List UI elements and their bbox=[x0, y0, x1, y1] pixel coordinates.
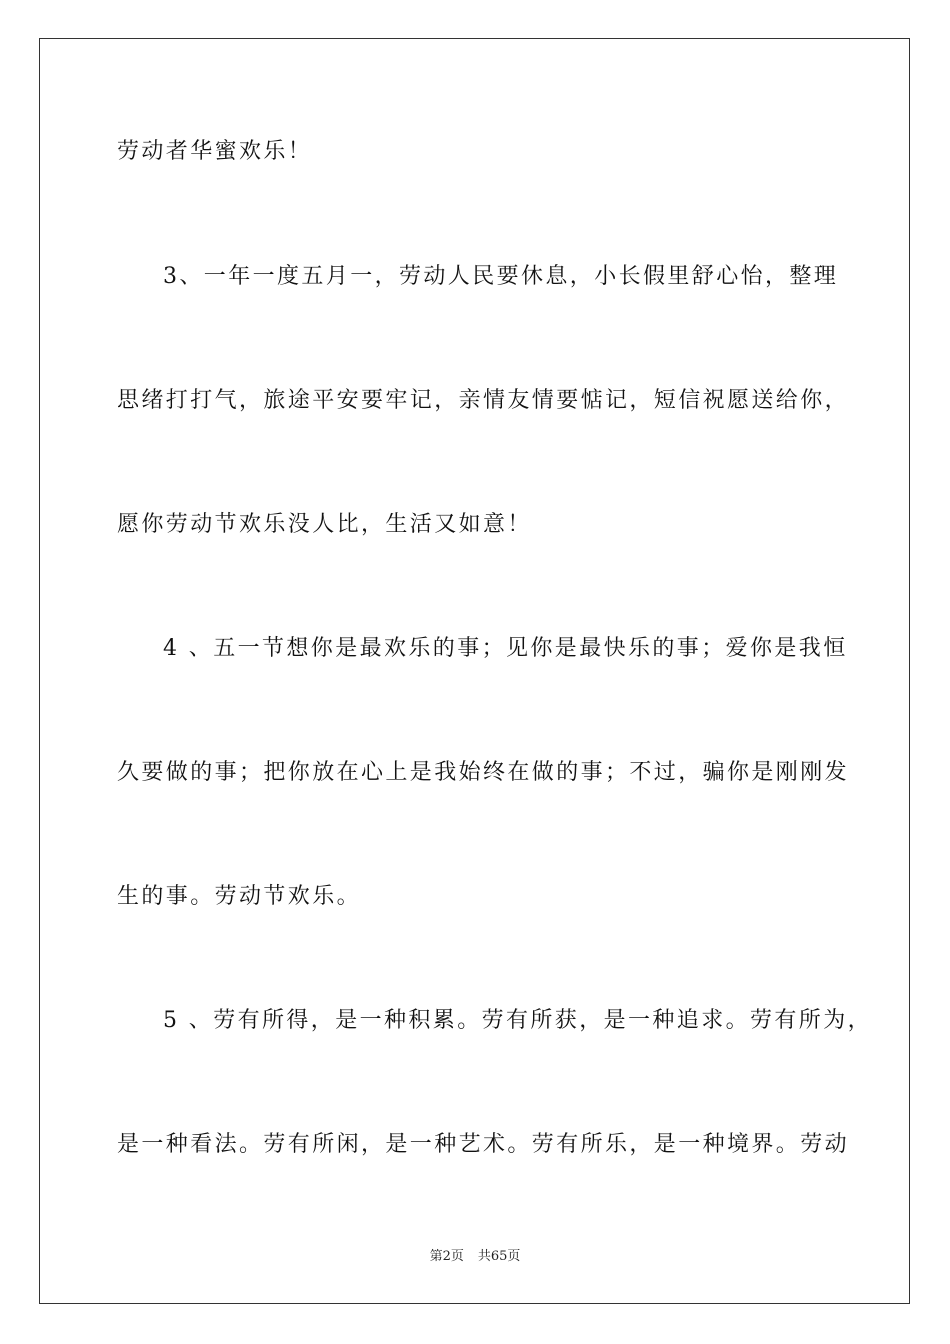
page-number: 第2页 bbox=[429, 1249, 464, 1264]
page-border bbox=[39, 38, 910, 1304]
paragraph-line-7: 生的事。劳动节欢乐。 bbox=[117, 884, 362, 909]
paragraph-line-2: 3、一年一度五月一，劳动人民要休息，小长假里舒心怡，整理 bbox=[163, 264, 839, 289]
paragraph-line-5: 4 、五一节想你是最欢乐的事；见你是最快乐的事；爱你是我恒 bbox=[163, 636, 848, 661]
paragraph-line-9: 是一种看法。劳有所闲，是一种艺术。劳有所乐，是一种境界。劳动 bbox=[117, 1132, 850, 1157]
paragraph-line-6: 久要做的事；把你放在心上是我始终在做的事；不过，骗你是刚刚发 bbox=[117, 760, 850, 785]
paragraph-line-3: 思绪打打气，旅途平安要牢记，亲情友情要惦记，短信祝愿送给你， bbox=[117, 388, 850, 413]
paragraph-line-4: 愿你劳动节欢乐没人比，生活又如意！ bbox=[117, 512, 532, 537]
page-total: 共65页 bbox=[477, 1249, 521, 1264]
paragraph-line-1: 劳动者华蜜欢乐！ bbox=[117, 139, 313, 164]
paragraph-line-8: 5 、劳有所得，是一种积累。劳有所获，是一种追求。劳有所为， bbox=[163, 1008, 872, 1033]
page-footer bbox=[0, 1248, 950, 1266]
